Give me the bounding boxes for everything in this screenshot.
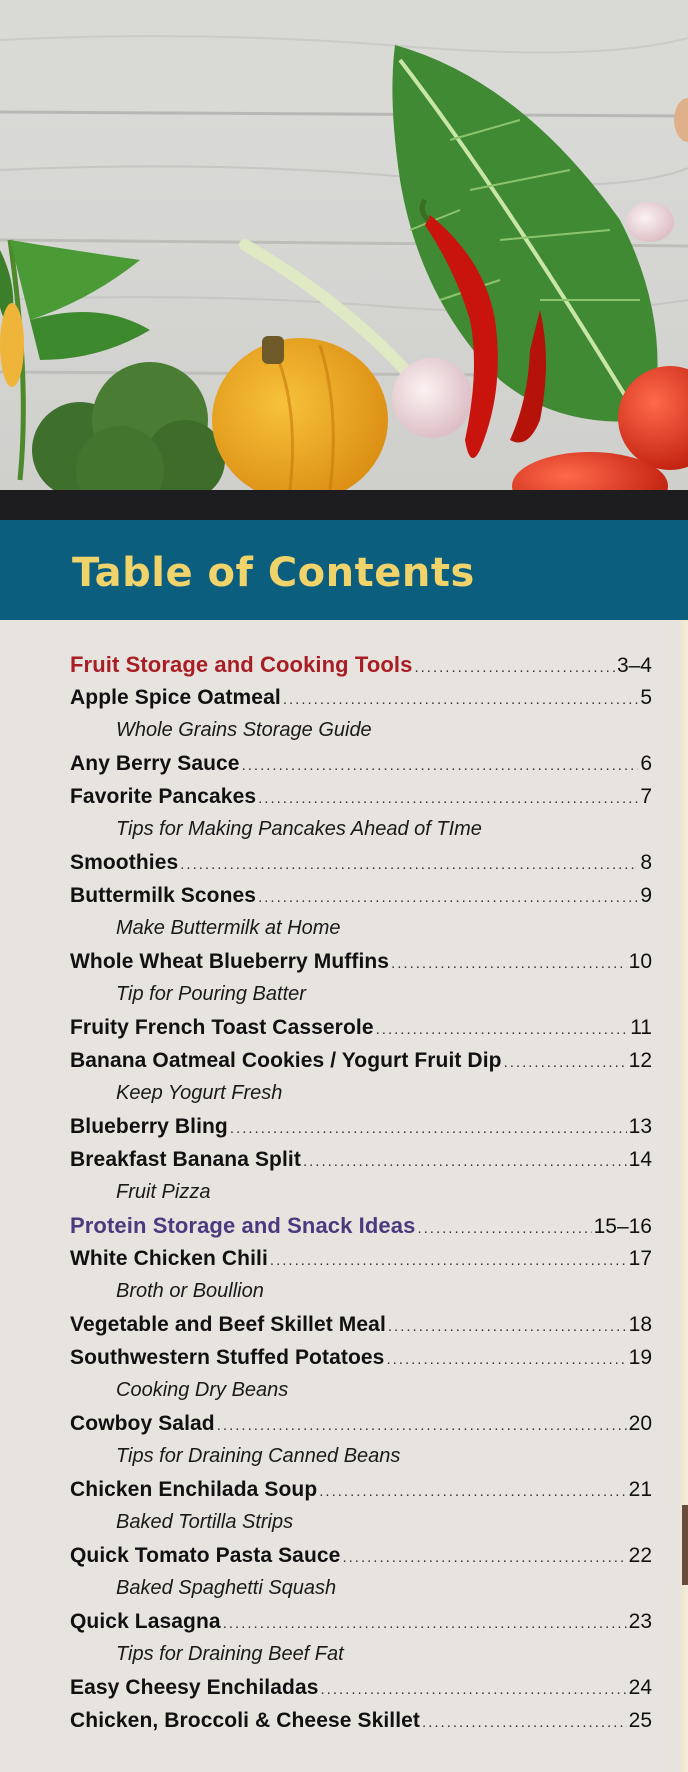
toc-subentry-title: Baked Spaghetti Squash [116, 1577, 337, 1599]
toc-entry-title: Quick Tomato Pasta Sauce [70, 1544, 341, 1567]
toc-page-number: 24 [628, 1676, 652, 1699]
toc-entry-title: Cowboy Salad [70, 1412, 215, 1435]
toc-subentry-title: Tip for Pouring Batter [116, 983, 306, 1005]
toc-page-number: 23 [628, 1610, 652, 1633]
toc-subentry[interactable] [70, 978, 652, 1011]
toc-subentry[interactable] [70, 1275, 652, 1308]
toc-page-number: 18 [628, 1313, 652, 1336]
toc-page-number: 13 [628, 1115, 652, 1138]
toc-entry-title: Easy Cheesy Enchiladas [70, 1676, 319, 1699]
toc-entry[interactable] [70, 879, 652, 912]
toc-page-number: 19 [628, 1346, 652, 1369]
toc-page-number: 3–4 [616, 654, 652, 677]
toc-entry[interactable] [70, 1242, 652, 1275]
toc-page-number: 25 [628, 1709, 652, 1732]
dot-leader [391, 947, 627, 980]
toc-page-number: 9 [640, 884, 652, 907]
toc-subentry-title: Tips for Draining Canned Beans [116, 1445, 401, 1467]
toc-subentry[interactable] [70, 1440, 652, 1473]
dot-leader [504, 1046, 627, 1079]
toc-page-number: 22 [628, 1544, 652, 1567]
toc-entry-title: Chicken, Broccoli & Cheese Skillet [70, 1709, 421, 1732]
toc-entry-title: Blueberry Bling [70, 1115, 228, 1138]
table-of-contents [70, 648, 652, 1737]
toc-entry-title: Vegetable and Beef Skillet Meal [70, 1313, 386, 1336]
page-title: Table of Contents [72, 550, 475, 596]
toc-entry-title: Banana Oatmeal Cookies / Yogurt Fruit Dip [70, 1049, 502, 1072]
dot-leader [258, 881, 638, 914]
toc-subentry-title: Cooking Dry Beans [116, 1379, 289, 1401]
toc-entry[interactable] [70, 780, 652, 813]
toc-entry[interactable] [70, 1110, 652, 1143]
toc-entry[interactable] [70, 1473, 652, 1506]
toc-section-title: Protein Storage and Snack Ideas [70, 1213, 416, 1238]
toc-entry-title: Any Berry Sauce [70, 752, 240, 775]
toc-entry-title: White Chicken Chili [70, 1247, 268, 1270]
toc-entry-title: Quick Lasagna [70, 1610, 221, 1633]
toc-subentry[interactable] [70, 714, 652, 747]
dot-leader [386, 1343, 626, 1376]
toc-entry[interactable] [70, 1143, 652, 1176]
dot-leader [321, 1673, 627, 1706]
page-edge [680, 620, 688, 1772]
dot-leader [230, 1112, 627, 1145]
toc-page-number: 5 [640, 686, 652, 709]
toc-page-number: 20 [628, 1412, 652, 1435]
toc-subentry[interactable] [70, 1374, 652, 1407]
toc-entry-title: Apple Spice Oatmeal [70, 686, 281, 709]
toc-entry[interactable] [70, 681, 652, 714]
toc-entry[interactable] [70, 1341, 652, 1374]
toc-page-number: 12 [628, 1049, 652, 1072]
toc-page-number: 21 [628, 1478, 652, 1501]
toc-page-number: 6 [640, 752, 652, 775]
toc-entry[interactable] [70, 648, 652, 681]
toc-subentry[interactable] [70, 1506, 652, 1539]
toc-entry[interactable] [70, 1209, 652, 1242]
dot-leader [388, 1310, 627, 1343]
toc-entry[interactable] [70, 945, 652, 978]
toc-entry-title: Buttermilk Scones [70, 884, 257, 907]
toc-page-number: 15–16 [593, 1215, 652, 1238]
toc-subentry-title: Make Buttermilk at Home [116, 917, 341, 939]
dot-leader [242, 749, 639, 782]
dot-leader [422, 1706, 627, 1739]
dot-leader [217, 1409, 627, 1442]
dot-leader [258, 782, 638, 815]
toc-subentry[interactable] [70, 1077, 652, 1110]
dot-leader [376, 1013, 629, 1046]
toc-subentry-title: Whole Grains Storage Guide [116, 719, 372, 741]
toc-subentry[interactable] [70, 1638, 652, 1671]
dot-leader [223, 1607, 627, 1640]
toc-subentry-title: Fruit Pizza [116, 1181, 211, 1203]
dot-leader [283, 683, 639, 716]
toc-entry[interactable] [70, 1407, 652, 1440]
toc-entry-title: Whole Wheat Blueberry Muffins [70, 950, 390, 973]
dot-leader [342, 1541, 626, 1574]
dark-divider-band [0, 490, 688, 520]
dot-leader [270, 1244, 627, 1277]
dot-leader [180, 848, 638, 881]
toc-entry[interactable] [70, 1539, 652, 1572]
dot-leader [303, 1145, 627, 1178]
toc-entry[interactable] [70, 747, 652, 780]
toc-subentry[interactable] [70, 1572, 652, 1605]
toc-subentry[interactable] [70, 912, 652, 945]
toc-entry[interactable] [70, 1704, 652, 1737]
dot-leader [319, 1475, 626, 1508]
toc-entry-title: Fruity French Toast Casserole [70, 1016, 374, 1039]
toc-subentry-title: Keep Yogurt Fresh [116, 1082, 283, 1104]
toc-page-number: 8 [640, 851, 652, 874]
dot-leader [414, 651, 614, 684]
toc-entry[interactable] [70, 1308, 652, 1341]
toc-entry-title: Chicken Enchilada Soup [70, 1478, 318, 1501]
toc-entry[interactable] [70, 1044, 652, 1077]
toc-subentry-title: Broth or Boullion [116, 1280, 264, 1302]
toc-page-number: 17 [628, 1247, 652, 1270]
toc-entry[interactable] [70, 846, 652, 879]
vegetables-illustration [0, 0, 688, 490]
toc-subentry-title: Tips for Making Pancakes Ahead of TIme [116, 818, 482, 840]
toc-entry-title: Southwestern Stuffed Potatoes [70, 1346, 385, 1369]
toc-subentry[interactable] [70, 1176, 652, 1209]
toc-entry-title: Favorite Pancakes [70, 785, 257, 808]
toc-page-number: 10 [628, 950, 652, 973]
toc-entry[interactable] [70, 1671, 652, 1704]
toc-subentry[interactable] [70, 813, 652, 846]
toc-entry[interactable] [70, 1011, 652, 1044]
toc-entry-title: Breakfast Banana Split [70, 1148, 301, 1171]
page-edge-tab [682, 1505, 688, 1585]
toc-page-number: 11 [630, 1016, 652, 1039]
toc-page-number: 7 [640, 785, 652, 808]
toc-entry[interactable] [70, 1605, 652, 1638]
toc-entry-title: Smoothies [70, 851, 179, 874]
dot-leader [417, 1212, 591, 1245]
toc-page-number: 14 [628, 1148, 652, 1171]
toc-subentry-title: Tips for Draining Beef Fat [116, 1643, 344, 1665]
toc-subentry-title: Baked Tortilla Strips [116, 1511, 294, 1533]
toc-section-title: Fruit Storage and Cooking Tools [70, 652, 413, 677]
title-banner [0, 520, 688, 620]
hero-vegetables-image [0, 0, 688, 490]
